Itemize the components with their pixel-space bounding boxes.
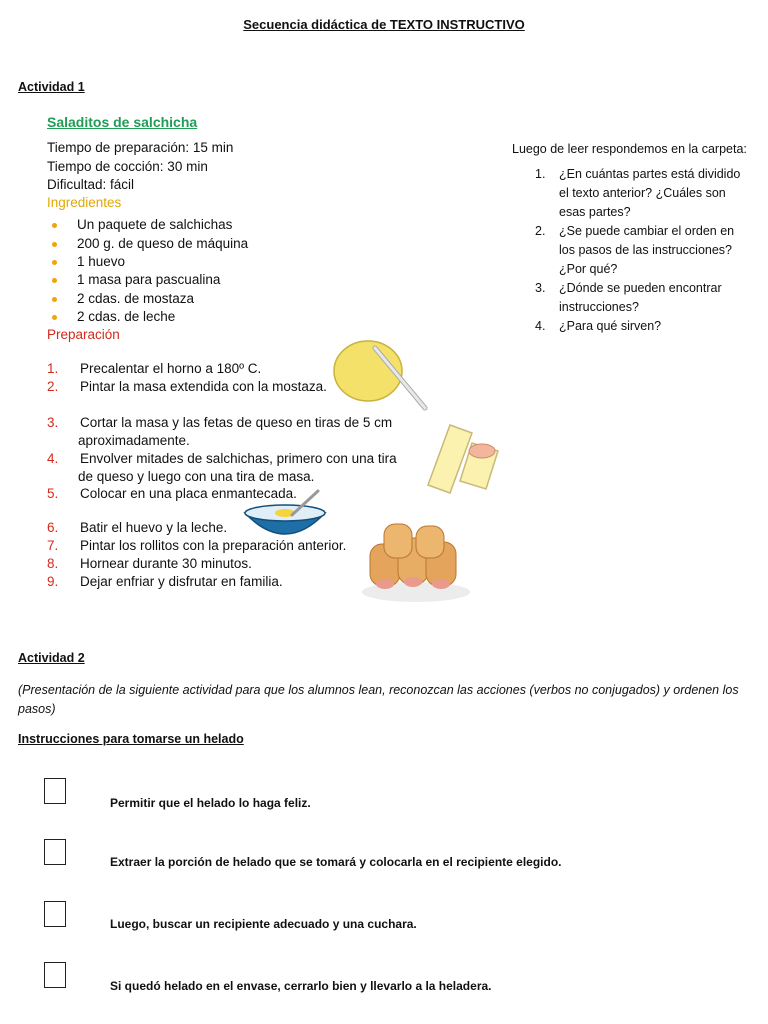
step-text: Precalentar el horno a 180º C. [80, 361, 262, 376]
instruction-item-4: Si quedó helado en el envase, cerrarlo bien y llevarlo a la heladera. [110, 979, 492, 993]
ingredient-item: Un paquete de salchichas [47, 216, 467, 234]
ingredient-item: 2 cdas. de leche [47, 308, 467, 326]
step-text: Pintar los rollitos con la preparación anterior. [80, 538, 347, 553]
question-text: ¿Se puede cambiar el orden en los pasos de las instrucciones? ¿Por qué? [559, 224, 735, 276]
sausage-rolls-illustration [360, 518, 472, 604]
step-text: Hornear durante 30 minutos. [80, 556, 252, 571]
question-item [512, 317, 747, 336]
question-number: 1. [535, 167, 546, 181]
step-number: 9. [47, 574, 59, 589]
order-checkbox-2[interactable] [44, 839, 66, 865]
ingredient-item: 200 g. de queso de máquina [47, 235, 467, 253]
step-number: 5. [47, 486, 59, 501]
question-text: ¿Para qué sirven? [559, 319, 662, 333]
question-number: 2. [535, 224, 546, 238]
step-text: Cortar la masa y las fetas de queso en tiras de 5 cm [80, 415, 393, 430]
prep-step-5 [47, 485, 417, 503]
activity-2-heading: Actividad 2 [18, 651, 85, 665]
question-text: ¿En cuántas partes está dividido el texto anterior? ¿Cuáles son esas partes? [559, 167, 741, 219]
step-text: Dejar enfriar y disfrutar en familia. [80, 574, 283, 589]
instruction-item-3: Luego, buscar un recipiente adecuado y una cuchara. [110, 917, 417, 931]
order-checkbox-3[interactable] [44, 901, 66, 927]
ingredients-heading: Ingredientes [47, 195, 122, 211]
step-number: 3. [47, 415, 59, 430]
step-number: 4. [47, 451, 59, 466]
question-item [512, 165, 747, 222]
step-continuation: de queso y luego con una tira de masa. [78, 469, 315, 484]
step-number: 1. [47, 361, 59, 376]
step-number: 6. [47, 520, 59, 535]
order-checkbox-4[interactable] [44, 962, 66, 988]
questions-box [512, 140, 747, 336]
question-item [512, 222, 747, 279]
recipe [47, 113, 467, 345]
activity-2-intro: (Presentación de la siguiente actividad para que los alumnos lean, reconozcan las acciones (verbos no conjugados) y ordenen los pasos) [18, 683, 739, 716]
page-title: Secuencia didáctica de TEXTO INSTRUCTIVO [243, 17, 525, 32]
instructions-title: Instrucciones para tomarse un helado [18, 732, 244, 746]
step-number: 7. [47, 538, 59, 553]
ingredient-item: 2 cdas. de mostaza [47, 290, 467, 308]
question-text: ¿Dónde se pueden encontrar instrucciones? [559, 281, 722, 314]
step-text: Envolver mitades de salchichas, primero con una tira [80, 451, 397, 466]
ingredients-list [47, 216, 467, 326]
question-item [512, 279, 747, 317]
prep-step-3 [47, 414, 417, 450]
difficulty: Dificultad: fácil [47, 176, 135, 192]
step-text: Batir el huevo y la leche. [80, 520, 228, 535]
prep-step-4 [47, 450, 417, 486]
instruction-item-1: Permitir que el helado lo haga feliz. [110, 796, 311, 810]
dough-brush-illustration [330, 338, 435, 418]
questions-intro: Luego de leer respondemos en la carpeta: [512, 142, 747, 156]
ingredient-item: 1 huevo [47, 253, 467, 271]
egg-bowl-illustration [240, 485, 330, 545]
order-checkbox-1[interactable] [44, 778, 66, 804]
step-number: 2. [47, 379, 59, 394]
ingredient-item: 1 masa para pascualina [47, 271, 467, 289]
question-number: 4. [535, 319, 546, 333]
activity-1-heading: Actividad 1 [18, 80, 85, 94]
instruction-item-2: Extraer la porción de helado que se tomará y colocarla en el recipiente elegido. [110, 855, 562, 869]
question-number: 3. [535, 281, 546, 295]
step-continuation: aproximadamente. [78, 433, 190, 448]
prep-time: Tiempo de preparación: 15 min [47, 140, 234, 156]
recipe-title: Saladitos de salchicha [47, 114, 198, 130]
cook-time: Tiempo de cocción: 30 min [47, 158, 208, 174]
cheese-strips-illustration [420, 415, 510, 495]
questions-list [512, 165, 747, 336]
preparation-heading: Preparación [47, 327, 120, 343]
step-text: Colocar en una placa enmantecada. [80, 486, 297, 501]
step-number: 8. [47, 556, 59, 571]
step-text: Pintar la masa extendida con la mostaza. [80, 379, 327, 394]
